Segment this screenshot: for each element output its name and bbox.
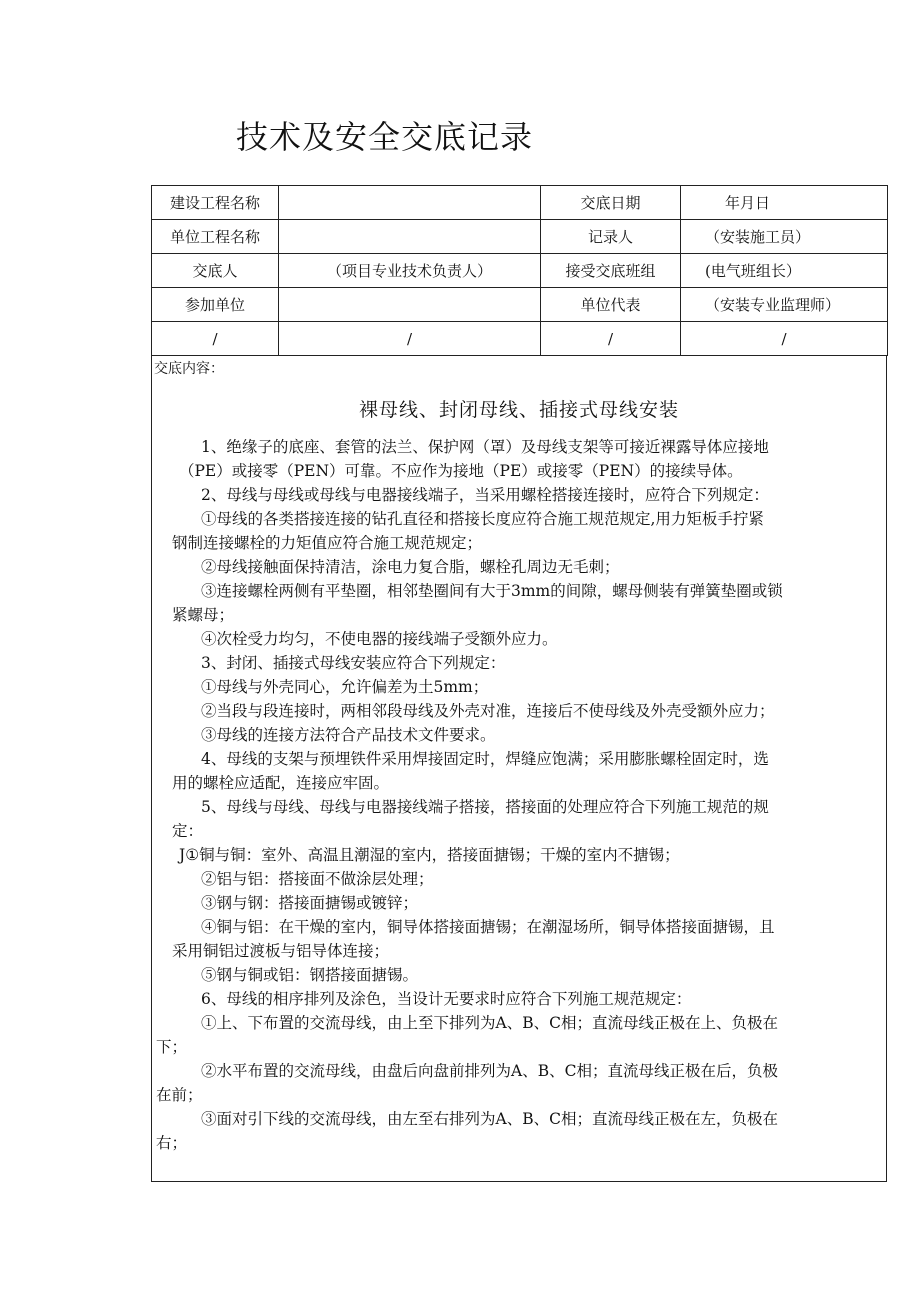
- slash-cell: /: [681, 322, 888, 356]
- label-recorder: 记录人: [541, 220, 681, 254]
- label-participating-unit: 参加单位: [152, 288, 279, 322]
- text-line: ②母线接触面保持清洁，涂电力复合脂，螺栓孔周边无毛刺；: [201, 558, 620, 576]
- value-participating-unit: [279, 288, 541, 322]
- text-line: ①母线与外壳同心，允许偏差为土5mm；: [201, 678, 489, 696]
- text-line: 1、绝缘子的底座、套管的法兰、保护网（罩）及母线支架等可接近裸露导体应接地: [201, 438, 769, 456]
- text-line: 在前；: [156, 1086, 203, 1104]
- info-table: [151, 185, 888, 356]
- text-line: 定：: [172, 822, 204, 840]
- text-line: 右；: [156, 1134, 188, 1152]
- text-line: 用的螺栓应适配，连接应牢固。: [172, 774, 390, 792]
- slash-cell: /: [152, 322, 279, 356]
- text-line: 5、母线与母线、母线与电器接线端子搭接，搭接面的处理应符合下列施工规范的规: [201, 798, 769, 816]
- slash-cell: /: [279, 322, 541, 356]
- text-line: ①上、下布置的交流母线，由上至下排列为A、B、C相；直流母线正极在上、负极在: [201, 1014, 778, 1032]
- text-line: ③钢与钢：搭接面搪锡或镀锌；: [201, 894, 419, 912]
- page-title: 技术及安全交底记录: [236, 118, 534, 156]
- text-line: 2、母线与母线或母线与电器接线端子，当采用螺栓搭接连接时，应符合下列规定：: [201, 486, 769, 504]
- text-line: （PE）或接零（PEN）可靠。不应作为接地（PE）或接零（PEN）的接续导体。: [179, 462, 743, 480]
- content-box: [151, 355, 887, 1182]
- text-line: 紧螺母；: [172, 606, 235, 624]
- text-line: ②铝与铝：搭接面不做涂层处理；: [201, 870, 434, 888]
- content-label: 交底内容：: [154, 361, 224, 377]
- text-line: ②水平布置的交流母线，由盘后向盘前排列为A、B、C相；直流母线正极在后，负极: [201, 1062, 778, 1080]
- text-line: J①铜与铜：室外、高温且潮湿的室内，搭接面搪锡；干燥的室内不搪锡；: [179, 846, 680, 864]
- text-line: 6、母线的相序排列及涂色，当设计无要求时应符合下列施工规范规定：: [201, 990, 692, 1008]
- value-unit-project: [279, 220, 541, 254]
- table-row: [152, 288, 888, 322]
- label-presenter: 交底人: [152, 254, 279, 288]
- text-line: ③连接螺栓两侧有平垫圈，相邻垫圈间有大于3mm的间隙，螺母侧装有弹簧垫圈或锁: [201, 582, 783, 600]
- content-body: [152, 435, 886, 1155]
- value-recorder: （安装施工员）: [681, 220, 888, 254]
- label-unit-project: 单位工程名称: [152, 220, 279, 254]
- label-receiving-team: 接受交底班组: [541, 254, 681, 288]
- text-line: ④铜与铝：在干燥的室内，铜导体搭接面搪锡；在潮湿场所，铜导体搭接面搪锡，且: [201, 918, 775, 936]
- label-date: 交底日期: [541, 186, 681, 220]
- value-project-name: [279, 186, 541, 220]
- table-row: [152, 322, 888, 356]
- section-subtitle: 裸母线、封闭母线、插接式母线安装: [358, 399, 679, 421]
- slash-cell: /: [541, 322, 681, 356]
- table-row: [152, 220, 888, 254]
- table-row: [152, 254, 888, 288]
- text-line: 钢制连接螺栓的力矩值应符合施工规范规定；: [172, 534, 483, 552]
- label-unit-representative: 单位代表: [541, 288, 681, 322]
- text-line: 采用铜铝过渡板与铝导体连接；: [172, 942, 390, 960]
- text-line: 4、母线的支架与预埋铁件采用焊接固定时，焊缝应饱满；采用膨胀螺栓固定时，选: [201, 750, 769, 768]
- text-line: 下；: [156, 1038, 188, 1056]
- text-line: ④次栓受力均匀，不使电器的接线端子受额外应力。: [201, 630, 558, 648]
- text-line: ③母线的连接方法符合产品技术文件要求。: [201, 726, 496, 744]
- value-presenter: （项目专业技术负责人）: [279, 254, 541, 288]
- text-line: ①母线的各类搭接连接的钻孔直径和搭接长度应符合施工规范规定,用力矩板手拧紧: [201, 510, 764, 528]
- text-line: 3、封闭、插接式母线安装应符合下列规定：: [201, 654, 506, 672]
- value-unit-representative: （安装专业监理师）: [681, 288, 888, 322]
- text-line: ⑤钢与铜或铝：钢搭接面搪锡。: [201, 966, 419, 984]
- value-receiving-team: (电气班组长）: [681, 254, 888, 288]
- table-row: [152, 186, 888, 220]
- label-project-name: 建设工程名称: [152, 186, 279, 220]
- text-line: ③面对引下线的交流母线，由左至右排列为A、B、C相；直流母线正极在左，负极在: [201, 1110, 778, 1128]
- text-line: ②当段与段连接时，两相邻段母线及外壳对准，连接后不使母线及外壳受额外应力；: [201, 702, 775, 720]
- value-date: 年月日: [681, 186, 888, 220]
